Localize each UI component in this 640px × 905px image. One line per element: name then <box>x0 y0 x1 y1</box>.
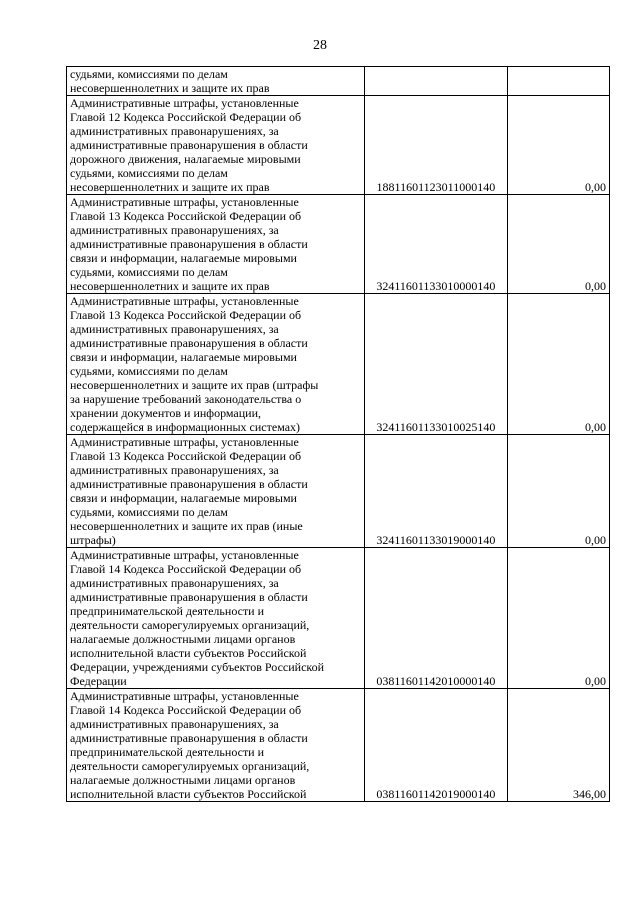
description-line: содержащейся в информационных системах) <box>70 420 301 434</box>
table-row <box>67 195 610 294</box>
description-line: предпринимательской деятельности и <box>70 745 265 759</box>
description-line: административные правонарушения в области <box>70 336 308 350</box>
description-line: административных правонарушениях, за <box>70 576 279 590</box>
description-line: предпринимательской деятельности и <box>70 604 265 618</box>
table-row <box>67 96 610 195</box>
description-line: Федерации <box>70 674 127 688</box>
description-cell <box>67 294 365 435</box>
budget-code-cell: 32411601133019000140 <box>364 435 507 548</box>
description-line: Административные штрафы, установленные <box>70 195 299 209</box>
description-cell <box>67 96 365 195</box>
description-line: судьями, комиссиями по делам <box>70 166 228 180</box>
description-line: несовершеннолетних и защите их прав (штрафы <box>70 378 319 392</box>
description-line: Административные штрафы, установленные <box>70 548 299 562</box>
description-line: несовершеннолетних и защите их прав <box>70 81 270 95</box>
description-line: административных правонарушениях, за <box>70 463 279 477</box>
table-row <box>67 548 610 689</box>
description-line: административные правонарушения в области <box>70 138 308 152</box>
table-row <box>67 67 610 96</box>
amount-cell: 0,00 <box>507 96 609 195</box>
amount-cell: 0,00 <box>507 195 609 294</box>
page-number: 28 <box>313 38 327 53</box>
description-line: Главой 14 Кодекса Российской Федерации об <box>70 562 302 576</box>
description-line: за нарушение требований законодательства о <box>70 392 302 406</box>
amount-cell: 0,00 <box>507 435 609 548</box>
description-line: судьями, комиссиями по делам <box>70 505 228 519</box>
description-line: Административные штрафы, установленные <box>70 294 299 308</box>
description-line: Главой 14 Кодекса Российской Федерации об <box>70 703 302 717</box>
amount-cell: 0,00 <box>507 548 609 689</box>
table-row <box>67 689 610 802</box>
description-cell <box>67 67 365 96</box>
description-line: административные правонарушения в области <box>70 237 308 251</box>
description-line: административные правонарушения в области <box>70 590 308 604</box>
budget-code-cell: 03811601142019000140 <box>364 689 507 802</box>
description-line: административных правонарушениях, за <box>70 223 279 237</box>
description-line: административных правонарушениях, за <box>70 124 279 138</box>
description-line: деятельности саморегулируемых организаций, <box>70 618 310 632</box>
description-line: налагаемые должностными лицами органов <box>70 632 296 646</box>
amount-cell <box>507 67 609 96</box>
amount-cell: 0,00 <box>507 294 609 435</box>
description-line: Федерации, учреждениями субъектов Российской <box>70 660 325 674</box>
description-line: исполнительной власти субъектов Российской <box>70 646 307 660</box>
description-line: судьями, комиссиями по делам <box>70 364 228 378</box>
table-row <box>67 294 610 435</box>
description-line: связи и информации, налагаемые мировыми <box>70 350 297 364</box>
description-line: Главой 13 Кодекса Российской Федерации об <box>70 209 302 223</box>
budget-code-cell: 03811601142010000140 <box>364 548 507 689</box>
description-line: штрафы) <box>70 533 116 547</box>
budget-revenue-table <box>66 66 610 802</box>
description-cell <box>67 435 365 548</box>
table-row <box>67 435 610 548</box>
description-line: связи и информации, налагаемые мировыми <box>70 251 297 265</box>
description-line: Административные штрафы, установленные <box>70 689 299 703</box>
description-line: хранении документов и информации, <box>70 406 262 420</box>
description-line: налагаемые должностными лицами органов <box>70 773 296 787</box>
description-line: Административные штрафы, установленные <box>70 96 299 110</box>
description-line: деятельности саморегулируемых организаций, <box>70 759 310 773</box>
description-cell <box>67 195 365 294</box>
description-line: Главой 13 Кодекса Российской Федерации об <box>70 449 302 463</box>
description-line: исполнительной власти субъектов Российской <box>70 787 307 801</box>
budget-code-cell: 32411601133010000140 <box>364 195 507 294</box>
description-line: административных правонарушениях, за <box>70 717 279 731</box>
description-line: несовершеннолетних и защите их прав (иные <box>70 519 303 533</box>
description-line: судьями, комиссиями по делам <box>70 265 228 279</box>
description-line: несовершеннолетних и защите их прав <box>70 279 270 293</box>
description-cell <box>67 548 365 689</box>
description-line: административные правонарушения в области <box>70 731 308 745</box>
budget-code-cell: 32411601133010025140 <box>364 294 507 435</box>
description-line: судьями, комиссиями по делам <box>70 67 228 81</box>
description-line: Главой 12 Кодекса Российской Федерации об <box>70 110 302 124</box>
description-line: Административные штрафы, установленные <box>70 435 299 449</box>
description-line: административных правонарушениях, за <box>70 322 279 336</box>
budget-code-cell: 18811601123011000140 <box>364 96 507 195</box>
budget-code-cell <box>364 67 507 96</box>
description-line: несовершеннолетних и защите их прав <box>70 180 270 194</box>
table-body <box>67 67 610 802</box>
description-line: связи и информации, налагаемые мировыми <box>70 491 297 505</box>
description-cell <box>67 689 365 802</box>
description-line: административные правонарушения в области <box>70 477 308 491</box>
description-line: Главой 13 Кодекса Российской Федерации об <box>70 308 302 322</box>
description-line: дорожного движения, налагаемые мировыми <box>70 152 301 166</box>
amount-cell: 346,00 <box>507 689 609 802</box>
